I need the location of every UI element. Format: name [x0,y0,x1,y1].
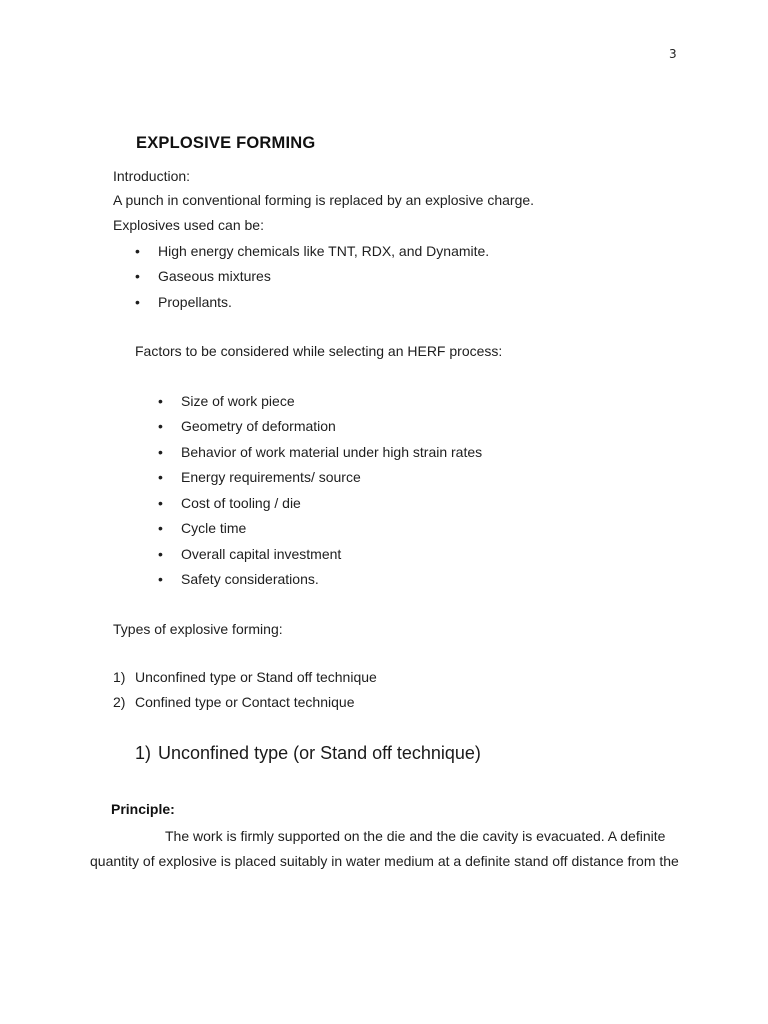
factor-item-text: Geometry of deformation [181,418,336,434]
bullet-icon: • [135,294,140,310]
explosive-item-text: Gaseous mixtures [158,268,271,284]
factor-item-text: Overall capital investment [181,546,342,562]
explosive-item-text: High energy chemicals like TNT, RDX, and Dynamite. [158,243,490,259]
bullet-icon: • [158,546,163,562]
intro-line-1: A punch in conventional forming is replaced by an explosive charge. [113,192,535,208]
list-item [158,570,578,588]
bullet-icon: • [158,418,163,434]
factor-item-text: Energy requirements/ source [181,469,361,485]
bullet-icon: • [158,520,163,536]
list-item [158,443,578,461]
bullet-icon: • [158,444,163,460]
page-title: EXPLOSIVE FORMING [136,134,316,152]
principle-line-2: quantity of explosive is placed suitably in water medium at a definite stand off distance from the [90,853,679,869]
factor-item-text: Size of work piece [181,393,295,409]
factor-item-text: Safety considerations. [181,571,319,587]
factors-heading: Factors to be considered while selecting an HERF process: [135,343,503,359]
intro-label: Introduction: [113,168,191,184]
list-item [158,519,578,537]
principle-label: Principle: [111,801,175,817]
list-item [158,468,578,486]
list-item [158,417,578,435]
section-heading [135,742,535,764]
bullet-icon: • [135,268,140,284]
types-heading: Types of explosive forming: [113,621,283,637]
page-number: 3 [669,47,677,61]
list-item [135,242,555,260]
item-number: 2) [113,694,126,710]
section-title: Unconfined type (or Stand off technique) [158,743,481,763]
list-item [113,668,493,686]
type-item-text: Confined type or Contact technique [135,694,355,710]
factor-item-text: Cost of tooling / die [181,495,301,511]
list-item [158,392,578,410]
section-number: 1) [135,743,152,763]
factor-item-text: Cycle time [181,520,247,536]
bullet-icon: • [158,469,163,485]
list-item [135,267,555,285]
principle-line-1: The work is firmly supported on the die and the die cavity is evacuated. A definite [165,828,666,844]
factor-item-text: Behavior of work material under high strain rates [181,444,483,460]
bullet-icon: • [135,243,140,259]
explosive-item-text: Propellants. [158,294,232,310]
type-item-text: Unconfined type or Stand off technique [135,669,377,685]
list-item [135,293,555,311]
bullet-icon: • [158,495,163,511]
item-number: 1) [113,669,126,685]
list-item [113,693,493,711]
bullet-icon: • [158,571,163,587]
bullet-icon: • [158,393,163,409]
list-item [158,545,578,563]
intro-line-2: Explosives used can be: [113,217,264,233]
list-item [158,494,578,512]
